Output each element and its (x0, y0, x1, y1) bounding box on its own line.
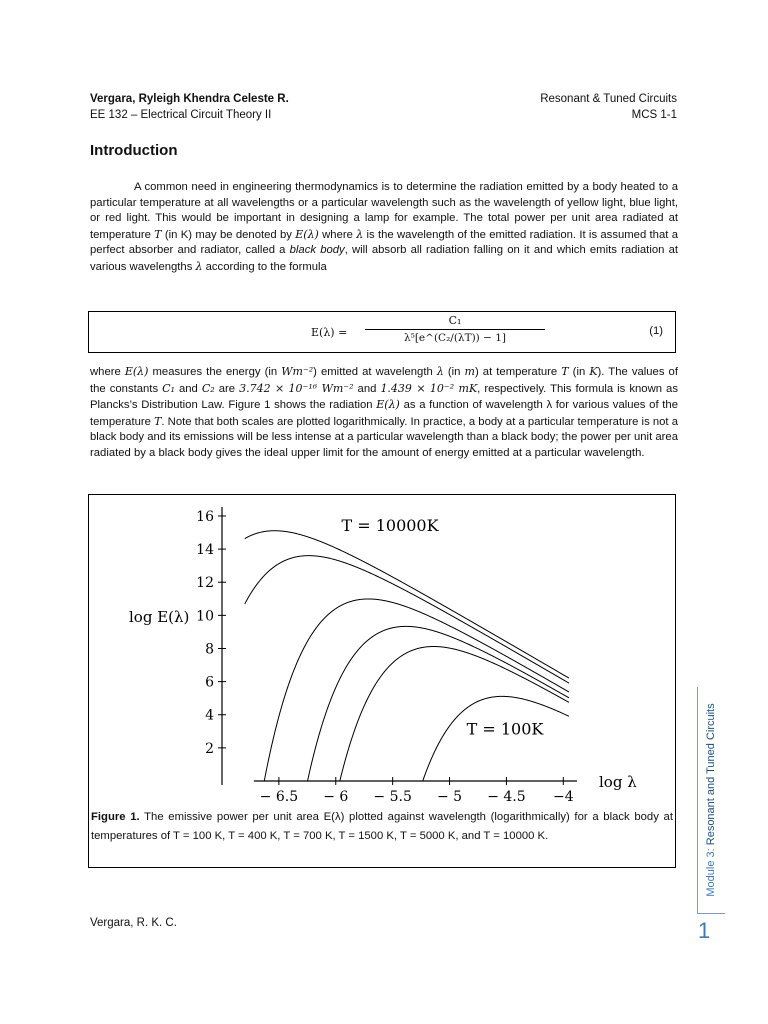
planck-chart (89, 495, 675, 807)
series-line-700k (304, 626, 569, 796)
topic-title: Resonant & Tuned Circuits (540, 93, 677, 105)
annotation-10000k: T = 10000K (341, 515, 439, 535)
x-tick-label: − 4.5 (487, 789, 526, 805)
caption-text: The emissive power per unit area E(λ) plotted against wavelength (logarithmically) for a black body at temperatures of T = 100 K, T = 400 K, T = 700 K, T = 1500 K, T = 5000 K, and T = 10000 K. (91, 811, 673, 842)
caption-label: Figure 1. (91, 811, 140, 823)
series-line-1500k (262, 599, 569, 796)
y-axis-label: log E(λ) (129, 607, 190, 626)
annotation-100k: T = 100K (466, 719, 544, 739)
y-tick-label: 4 (205, 707, 214, 724)
y-tick-label: 10 (196, 608, 214, 625)
page-number: 1 (698, 918, 711, 943)
x-axis-label: log λ (599, 773, 637, 791)
y-tick-label: 6 (205, 674, 214, 691)
side-divider-horizontal (697, 913, 725, 914)
x-tick-label: − 5.5 (373, 789, 412, 805)
series-line-10000k (245, 531, 569, 678)
equation-box (88, 311, 676, 353)
equation-denominator: λ⁵[e^(C₂/(λT)) − 1] (403, 332, 507, 344)
black-body-term: black body (289, 244, 345, 257)
x-tick-label: − 6 (323, 789, 349, 805)
equation-numerator: C₁ (448, 314, 462, 327)
equation-number: (1) (649, 325, 663, 337)
header-right (540, 91, 677, 123)
x-tick-label: − 6.5 (259, 789, 299, 805)
y-tick-label: 16 (196, 508, 214, 525)
course-name: EE 132 – Electrical Circuit Theory II (90, 109, 272, 121)
explanation-paragraph: where E(λ) measures the energy (in Wm⁻²) emitted at wavelength λ (in m) at temperature T (in K). The values of the constants C₁ and C₂ are 3.742 × 10⁻¹⁶ Wm⁻² and 1.439 × 10⁻² mK, respectively. This formula is known as Plancks’s Distribution Law. Figure 1 shows the radiation E(λ) as a function of wavelength λ for various values of the temperature T. Note that both scales are plotted logarithmically. In practice, a body at a particular temperature is not a black body and its emissions will be less intense at a particular wavelength than a black body; the power per unit area radiated by a black body gives the ideal upper limit for the amount of energy emitted at a particular wavelength. (90, 365, 678, 459)
section-code: MCS 1-1 (631, 109, 677, 121)
y-tick-label: 8 (205, 641, 214, 658)
y-tick-label: 2 (205, 740, 214, 757)
x-tick-label: −4 (552, 789, 574, 805)
author-name: Vergara, Ryleigh Khendra Celeste R. (90, 93, 289, 105)
side-divider (697, 687, 698, 913)
footer-author: Vergara, R. K. C. (90, 917, 177, 929)
equation-lhs: E(λ) = (311, 326, 348, 339)
fraction-bar (365, 329, 545, 330)
section-title: Introduction (90, 142, 178, 159)
x-tick-label: − 5 (436, 789, 463, 805)
y-tick-label: 12 (196, 575, 214, 592)
module-label: Module 3: Resonant and Tuned Circuits (705, 703, 717, 897)
figure-caption (91, 808, 673, 846)
header-left (90, 91, 289, 123)
intro-paragraph: A common need in engineering thermodynamics is to determine the radiation emitted by a body heated to a particular temperature at all wavelengths or a particular wavelength such as the wavelength of yellow light, blue light, or red light. This would be important in designing a lamp for example. The total power per unit area radiated at temperature T (in K) may be denoted by E(λ) where λ is the wavelength of the emitted radiation. It is assumed that a perfect absorber and radiator, called a black body, will absorb all radiation falling on it and which emits radiation at various wavelengths λ according to the formula (90, 181, 678, 273)
equation-fraction (365, 314, 545, 345)
y-tick-label: 14 (196, 542, 214, 559)
figure-box (88, 494, 676, 868)
